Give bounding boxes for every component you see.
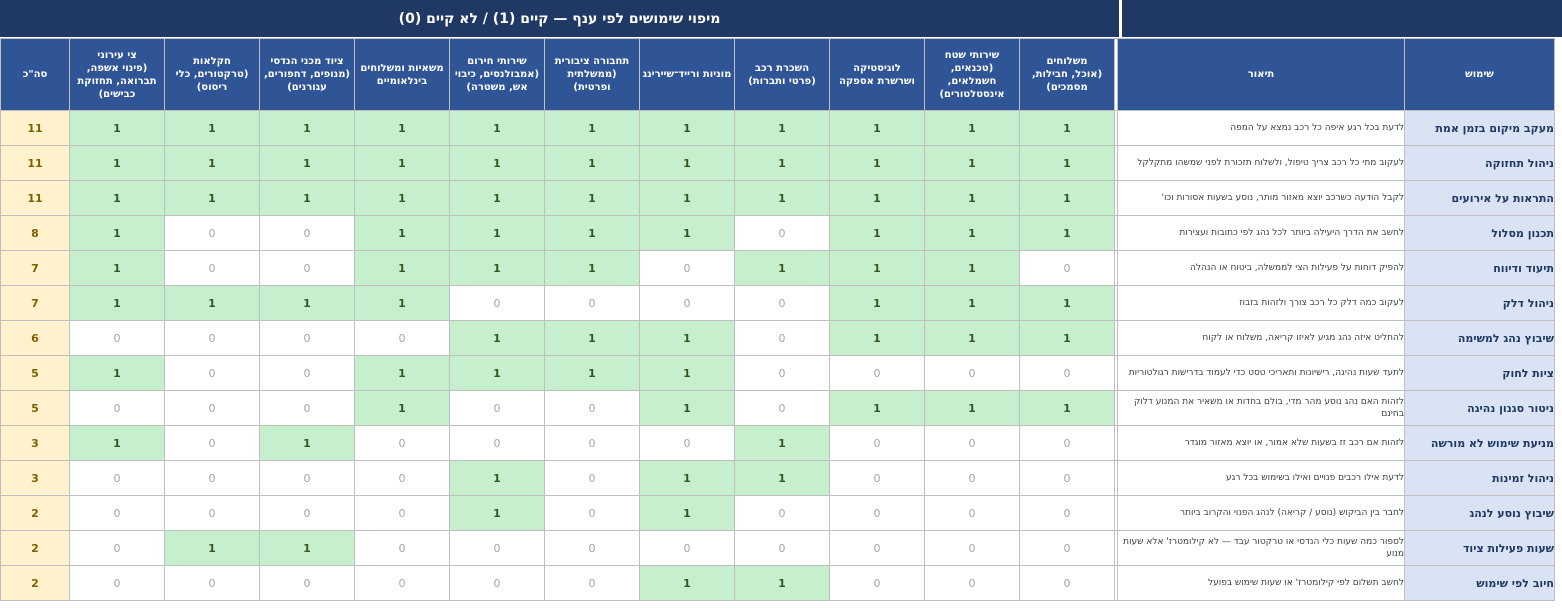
value-cell[interactable]: 1 [640, 461, 735, 496]
value-cell[interactable]: 1 [545, 321, 640, 356]
total-cell[interactable]: 8 [1, 216, 70, 251]
header-sector[interactable]: שירותי שטח (טכנאים, חשמלאים, אינסטלטורים) [925, 39, 1020, 111]
table-row [1, 111, 1555, 146]
description-cell[interactable]: לתעד שעות נהיגה, רישיונות ותאריכי טסט כדי לעמוד בדרישות רגולטוריות [1118, 356, 1405, 391]
usage-cell[interactable]: ניהול זמינות [1405, 461, 1555, 496]
description-cell[interactable]: לזהות אם רכב זז בשעות שלא אמור, או יוצא מאזור מוגדר [1118, 426, 1405, 461]
value-cell[interactable]: 0 [70, 531, 165, 566]
value-cell[interactable]: 0 [545, 286, 640, 321]
value-cell[interactable]: 1 [830, 181, 925, 216]
value-cell[interactable]: 1 [355, 356, 450, 391]
sheet-title: מיפוי שימושים לפי ענף — קיים (1) / לא קיים (0) [0, 0, 1119, 37]
value-cell[interactable]: 0 [70, 461, 165, 496]
value-cell[interactable]: 0 [925, 356, 1020, 391]
header-row [1, 39, 1555, 111]
value-cell[interactable]: 0 [735, 391, 830, 426]
value-cell[interactable]: 1 [450, 146, 545, 181]
value-cell[interactable]: 1 [640, 146, 735, 181]
value-cell[interactable]: 1 [830, 111, 925, 146]
value-cell[interactable]: 1 [735, 426, 830, 461]
total-cell[interactable]: 11 [1, 181, 70, 216]
value-cell[interactable]: 0 [735, 496, 830, 531]
value-cell[interactable]: 1 [260, 181, 355, 216]
value-cell[interactable]: 0 [450, 531, 545, 566]
value-cell[interactable]: 0 [640, 251, 735, 286]
value-cell[interactable]: 0 [260, 216, 355, 251]
value-cell[interactable]: 0 [450, 566, 545, 601]
value-cell[interactable]: 1 [450, 181, 545, 216]
value-cell[interactable]: 1 [830, 286, 925, 321]
usage-cell[interactable]: התראות על אירועים [1405, 181, 1555, 216]
value-cell[interactable]: 0 [640, 531, 735, 566]
total-cell[interactable]: 5 [1, 356, 70, 391]
usage-cell[interactable]: שעות פעילות ציוד [1405, 531, 1555, 566]
header-sector[interactable]: תחבורה ציבורית (ממשלתית ופרטית) [545, 39, 640, 111]
value-cell[interactable]: 0 [640, 426, 735, 461]
value-cell[interactable]: 0 [165, 426, 260, 461]
value-cell[interactable]: 1 [1020, 181, 1115, 216]
usage-matrix [0, 38, 1555, 601]
value-cell[interactable]: 1 [355, 181, 450, 216]
value-cell[interactable]: 1 [735, 566, 830, 601]
value-cell[interactable]: 0 [355, 496, 450, 531]
table-row [1, 461, 1555, 496]
table-row [1, 216, 1555, 251]
value-cell[interactable]: 0 [925, 531, 1020, 566]
value-cell[interactable]: 1 [450, 216, 545, 251]
value-cell[interactable]: 1 [70, 146, 165, 181]
value-cell[interactable]: 0 [735, 286, 830, 321]
value-cell[interactable]: 0 [355, 461, 450, 496]
header-total[interactable]: סה"כ [1, 39, 70, 111]
value-cell[interactable]: 0 [450, 286, 545, 321]
header-sector[interactable]: משאיות ומשלוחים בינלאומיים [355, 39, 450, 111]
value-cell[interactable]: 1 [450, 496, 545, 531]
value-cell[interactable]: 0 [830, 566, 925, 601]
value-cell[interactable]: 1 [1020, 321, 1115, 356]
value-cell[interactable]: 0 [450, 391, 545, 426]
total-cell[interactable]: 2 [1, 566, 70, 601]
description-cell[interactable]: לזהות האם נהג נוסע מהר מדי, בולם בחדות או משאיר את המנוע דלוק בחינם [1118, 391, 1405, 426]
value-cell[interactable]: 1 [70, 356, 165, 391]
value-cell[interactable]: 1 [925, 391, 1020, 426]
usage-cell[interactable]: מניעת שימוש לא מורשה [1405, 426, 1555, 461]
value-cell[interactable]: 1 [925, 286, 1020, 321]
value-cell[interactable]: 1 [355, 146, 450, 181]
table-row [1, 391, 1555, 426]
value-cell[interactable]: 0 [260, 356, 355, 391]
value-cell[interactable]: 1 [450, 321, 545, 356]
value-cell[interactable]: 0 [260, 496, 355, 531]
value-cell[interactable]: 1 [640, 111, 735, 146]
table-row [1, 321, 1555, 356]
value-cell[interactable]: 1 [830, 216, 925, 251]
total-cell[interactable]: 3 [1, 426, 70, 461]
value-cell[interactable]: 1 [545, 146, 640, 181]
description-cell[interactable]: לחשב תשלום לפי קילומטרז' או שעות שימוש בפועל [1118, 566, 1405, 601]
value-cell[interactable]: 1 [925, 216, 1020, 251]
header-sector[interactable]: השכרת רכב (פרטי ותברות) [735, 39, 830, 111]
value-cell[interactable]: 0 [545, 391, 640, 426]
value-cell[interactable]: 1 [735, 461, 830, 496]
value-cell[interactable]: 1 [450, 356, 545, 391]
total-cell[interactable]: 2 [1, 496, 70, 531]
value-cell[interactable]: 1 [545, 356, 640, 391]
value-cell[interactable]: 1 [830, 146, 925, 181]
table-row [1, 496, 1555, 531]
value-cell[interactable]: 0 [545, 426, 640, 461]
value-cell[interactable]: 0 [165, 356, 260, 391]
value-cell[interactable]: 1 [925, 146, 1020, 181]
value-cell[interactable]: 0 [830, 496, 925, 531]
description-cell[interactable]: לדעת אילו רכבים פנויים ואילו בשימוש בכל רגע [1118, 461, 1405, 496]
value-cell[interactable]: 1 [640, 356, 735, 391]
value-cell[interactable]: 0 [830, 461, 925, 496]
value-cell[interactable]: 1 [925, 251, 1020, 286]
value-cell[interactable]: 1 [925, 321, 1020, 356]
value-cell[interactable]: 1 [260, 531, 355, 566]
value-cell[interactable]: 0 [830, 426, 925, 461]
total-cell[interactable]: 3 [1, 461, 70, 496]
value-cell[interactable]: 1 [355, 111, 450, 146]
value-cell[interactable]: 1 [1020, 391, 1115, 426]
value-cell[interactable]: 1 [640, 216, 735, 251]
value-cell[interactable]: 0 [830, 531, 925, 566]
value-cell[interactable]: 0 [925, 426, 1020, 461]
value-cell[interactable]: 1 [735, 111, 830, 146]
value-cell[interactable]: 0 [735, 356, 830, 391]
value-cell[interactable]: 1 [450, 111, 545, 146]
value-cell[interactable]: 1 [165, 146, 260, 181]
value-cell[interactable]: 1 [925, 111, 1020, 146]
value-cell[interactable]: 1 [355, 391, 450, 426]
value-cell[interactable]: 1 [450, 461, 545, 496]
value-cell[interactable]: 0 [260, 461, 355, 496]
value-cell[interactable]: 1 [545, 181, 640, 216]
value-cell[interactable]: 1 [1020, 146, 1115, 181]
header-usage[interactable]: שימוש [1405, 39, 1555, 111]
value-cell[interactable]: 1 [70, 286, 165, 321]
value-cell[interactable]: 1 [545, 251, 640, 286]
total-cell[interactable]: 2 [1, 531, 70, 566]
value-cell[interactable]: 1 [640, 566, 735, 601]
value-cell[interactable]: 0 [1020, 531, 1115, 566]
header-sector[interactable]: מוניות ורייד־שיירינג [640, 39, 735, 111]
description-cell[interactable]: לקבל הודעה כשרכב יוצא מאזור מותר, נוסע בשעות אסורות וכו' [1118, 181, 1405, 216]
value-cell[interactable]: 0 [1020, 356, 1115, 391]
value-cell[interactable]: 0 [165, 496, 260, 531]
usage-cell[interactable]: חיוב לפי שימוש [1405, 566, 1555, 601]
table-row [1, 566, 1555, 601]
description-cell[interactable]: לעקוב מתי כל רכב צריך טיפול, ולשלוח תזכורת לפני שמשהו מתקלקל [1118, 146, 1405, 181]
value-cell[interactable]: 0 [450, 426, 545, 461]
description-cell[interactable]: להפיק דוחות על פעילות הצי לממשלה, ביטוח או הנהלה [1118, 251, 1405, 286]
value-cell[interactable]: 0 [70, 321, 165, 356]
value-cell[interactable]: 1 [260, 286, 355, 321]
usage-cell[interactable]: תיעוד ודיווח [1405, 251, 1555, 286]
value-cell[interactable]: 0 [735, 216, 830, 251]
total-cell[interactable]: 7 [1, 251, 70, 286]
value-cell[interactable]: 0 [1020, 251, 1115, 286]
header-sector[interactable]: חקלאות (טרקטורים, כלי ריסוס) [165, 39, 260, 111]
value-cell[interactable]: 1 [70, 216, 165, 251]
value-cell[interactable]: 0 [165, 461, 260, 496]
value-cell[interactable]: 0 [1020, 566, 1115, 601]
value-cell[interactable]: 0 [355, 426, 450, 461]
value-cell[interactable]: 1 [260, 146, 355, 181]
value-cell[interactable]: 1 [545, 216, 640, 251]
value-cell[interactable]: 0 [925, 496, 1020, 531]
description-cell[interactable]: לספור כמה שעות כלי הנדסי או טרקטור עבד — לא קילומטרז' אלא שעות מנוע [1118, 531, 1405, 566]
table-row [1, 251, 1555, 286]
value-cell[interactable]: 1 [450, 251, 545, 286]
total-cell[interactable]: 6 [1, 321, 70, 356]
value-cell[interactable]: 0 [1020, 426, 1115, 461]
value-cell[interactable]: 1 [735, 251, 830, 286]
value-cell[interactable]: 0 [355, 531, 450, 566]
value-cell[interactable]: 1 [1020, 111, 1115, 146]
table-row [1, 356, 1555, 391]
value-cell[interactable]: 1 [70, 251, 165, 286]
value-cell[interactable]: 0 [355, 566, 450, 601]
value-cell[interactable]: 0 [735, 531, 830, 566]
value-cell[interactable]: 0 [70, 391, 165, 426]
usage-cell[interactable]: מעקב מיקום בזמן אמת [1405, 111, 1555, 146]
value-cell[interactable]: 0 [260, 251, 355, 286]
value-cell[interactable]: 0 [165, 391, 260, 426]
description-cell[interactable]: לחבר בין הביקוש (נוסע / קריאה) לנהג הפנוי והקרוב ביותר [1118, 496, 1405, 531]
description-cell[interactable]: להחליט איזה נהג מגיע לאיזו קריאה, משלוח או לקוח [1118, 321, 1405, 356]
value-cell[interactable]: 0 [1020, 461, 1115, 496]
value-cell[interactable]: 0 [165, 321, 260, 356]
usage-cell[interactable]: תכנון מסלול [1405, 216, 1555, 251]
value-cell[interactable]: 0 [830, 356, 925, 391]
value-cell[interactable]: 1 [735, 146, 830, 181]
total-cell[interactable]: 11 [1, 111, 70, 146]
value-cell[interactable]: 0 [735, 321, 830, 356]
header-sector[interactable]: לוגיסטיקה ושרשרת אספקה [830, 39, 925, 111]
value-cell[interactable]: 0 [260, 566, 355, 601]
value-cell[interactable]: 1 [260, 426, 355, 461]
value-cell[interactable]: 1 [260, 111, 355, 146]
matrix-body [1, 111, 1555, 601]
header-sector[interactable]: ציוד מכני הנדסי (מנופים, דחפורים, עגורנים) [260, 39, 355, 111]
value-cell[interactable]: 0 [70, 566, 165, 601]
value-cell[interactable]: 0 [165, 251, 260, 286]
table-row [1, 146, 1555, 181]
usage-cell[interactable]: ניהול תחזוקה [1405, 146, 1555, 181]
description-cell[interactable]: לחשב את הדרך היעילה ביותר לכל נהג לפי כתובות ועצירות [1118, 216, 1405, 251]
value-cell[interactable]: 0 [165, 216, 260, 251]
value-cell[interactable]: 1 [925, 181, 1020, 216]
title-bar-filler [1122, 0, 1562, 37]
value-cell[interactable]: 1 [830, 251, 925, 286]
value-cell[interactable]: 0 [545, 496, 640, 531]
header-sector[interactable]: שירותי חירום (אמבולנסים, כיבוי אש, משטרה) [450, 39, 545, 111]
table-row [1, 181, 1555, 216]
total-cell[interactable]: 5 [1, 391, 70, 426]
table-row [1, 426, 1555, 461]
description-cell[interactable]: לעקוב כמה דלק כל רכב צורך ולזהות בזבוז [1118, 286, 1405, 321]
usage-cell[interactable]: ניהול דלק [1405, 286, 1555, 321]
usage-cell[interactable]: ניטור סגנון נהיגה [1405, 391, 1555, 426]
value-cell[interactable]: 1 [70, 111, 165, 146]
value-cell[interactable]: 0 [1020, 496, 1115, 531]
value-cell[interactable]: 0 [545, 531, 640, 566]
value-cell[interactable]: 1 [640, 181, 735, 216]
value-cell[interactable]: 1 [830, 321, 925, 356]
value-cell[interactable]: 0 [925, 461, 1020, 496]
header-sector[interactable]: משלוחים (אוכל, חבילות, מסמכים) [1020, 39, 1115, 111]
value-cell[interactable]: 1 [1020, 216, 1115, 251]
usage-cell[interactable]: שיבוץ נוסע לנהג [1405, 496, 1555, 531]
value-cell[interactable]: 1 [640, 391, 735, 426]
usage-cell[interactable]: ציות לחוק [1405, 356, 1555, 391]
description-cell[interactable]: לדעת בכל רגע איפה כל רכב נמצא על המפה [1118, 111, 1405, 146]
value-cell[interactable]: 1 [165, 531, 260, 566]
value-cell[interactable]: 0 [545, 566, 640, 601]
value-cell[interactable]: 1 [165, 111, 260, 146]
usage-cell[interactable]: שיבוץ נהג למשימה [1405, 321, 1555, 356]
total-cell[interactable]: 7 [1, 286, 70, 321]
value-cell[interactable]: 1 [70, 426, 165, 461]
value-cell[interactable]: 1 [355, 216, 450, 251]
value-cell[interactable]: 1 [165, 286, 260, 321]
value-cell[interactable]: 1 [640, 321, 735, 356]
total-cell[interactable]: 11 [1, 146, 70, 181]
header-description[interactable]: תיאור [1118, 39, 1405, 111]
value-cell[interactable]: 0 [640, 286, 735, 321]
value-cell[interactable]: 0 [70, 496, 165, 531]
value-cell[interactable]: 0 [545, 461, 640, 496]
value-cell[interactable]: 0 [355, 321, 450, 356]
value-cell[interactable]: 0 [925, 566, 1020, 601]
value-cell[interactable]: 1 [355, 251, 450, 286]
value-cell[interactable]: 1 [640, 496, 735, 531]
table-row [1, 531, 1555, 566]
value-cell[interactable]: 1 [735, 181, 830, 216]
value-cell[interactable]: 1 [70, 181, 165, 216]
value-cell[interactable]: 0 [260, 321, 355, 356]
header-sector[interactable]: צי עירוני (פינוי אשפה, תברואה, תחזוקת כבישים) [70, 39, 165, 111]
value-cell[interactable]: 1 [545, 111, 640, 146]
table-row [1, 286, 1555, 321]
value-cell[interactable]: 1 [830, 391, 925, 426]
value-cell[interactable]: 1 [165, 181, 260, 216]
value-cell[interactable]: 1 [355, 286, 450, 321]
value-cell[interactable]: 0 [260, 391, 355, 426]
value-cell[interactable]: 1 [1020, 286, 1115, 321]
value-cell[interactable]: 0 [165, 566, 260, 601]
